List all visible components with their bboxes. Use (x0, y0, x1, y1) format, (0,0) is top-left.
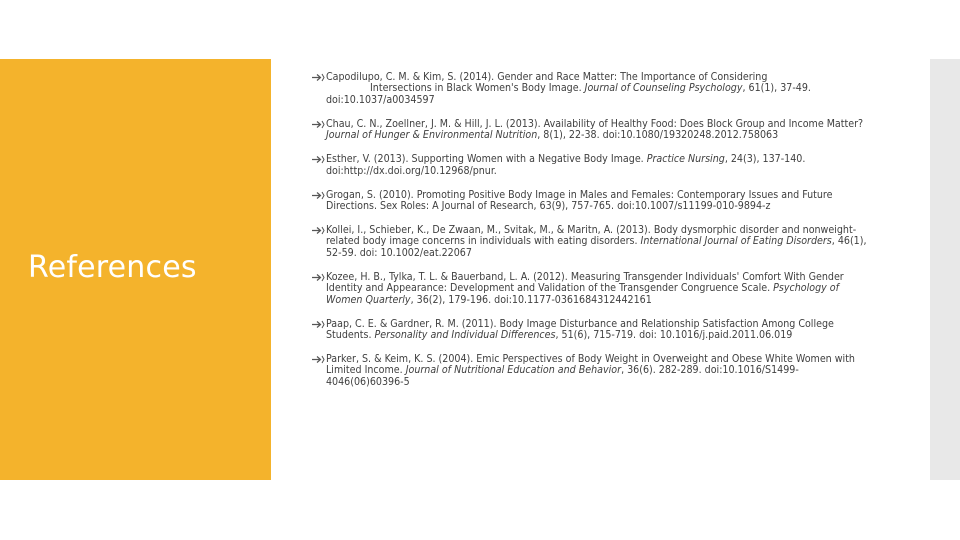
reference-text: Esther, V. (2013). Supporting Women with a Negative Body Image. (326, 153, 644, 166)
reference-text: Kozee, H. B., Tylka, T. L. & Bauerband, L. A. (2012). Measuring Transgender Individuals' Comfort With Gender Identity and Appearance: Development and Validation of the Transgender Congruence Scale. (326, 270, 844, 295)
reference-text: , 24(3), 137-140. doi:http://dx.doi.org/10.12968/pnur. (326, 153, 806, 177)
reference-text: , 36(2), 179-196. doi:10.1177-0361684312442161 (410, 293, 652, 306)
arrow-bullet-icon (311, 119, 325, 130)
reference-text: Grogan, S. (2010). Promoting Positive Body Image in Males and Females: Contemporary Issues and Future Directions. Sex Roles: A Journal of Research, 63(9), 757-765. doi:10.1007/s11199-010-9894-z (326, 188, 833, 213)
reference-journal: Psychology of Women Quarterly (326, 282, 839, 306)
reference-item (309, 119, 869, 142)
right-accent-bar (930, 59, 960, 480)
reference-text: Paap, C. E. & Gardner, R. M. (2011). Body Image Disturbance and Relationship Satisfaction Among College Students. (326, 317, 834, 342)
reference-journal: Journal of Hunger & Environmental Nutrition (326, 129, 538, 142)
reference-item (309, 190, 869, 213)
reference-text: Intersections in Black Women's Body Image. (370, 82, 582, 95)
reference-text: Kollei, I., Schieber, K., De Zwaan, M., Svitak, M., & Maritn, A. (2013). Body dysmorphic disorder and nonweight-related body image concerns in individuals with eating disorders. (326, 224, 857, 248)
reference-journal: Journal of Counseling Psychology (584, 82, 743, 95)
reference-text: Capodilupo, C. M. & Kim, S. (2014). Gender and Race Matter: The Importance of Considering (326, 71, 768, 83)
slide-title: References (28, 250, 197, 285)
reference-item (309, 225, 869, 259)
reference-list (309, 72, 869, 401)
reference-item (309, 272, 869, 306)
reference-journal: Practice Nursing (646, 153, 725, 166)
arrow-bullet-icon (311, 72, 325, 83)
arrow-bullet-icon (311, 154, 325, 165)
arrow-bullet-icon (311, 354, 325, 365)
arrow-bullet-icon (311, 190, 325, 201)
reference-text: , 61(1), 37-49. doi:10.1037/a0034597 (326, 82, 811, 106)
arrow-bullet-icon (311, 319, 325, 330)
reference-text: , 36(6). 282-289. doi:10.1016/S1499-4046(06)60396-5 (326, 364, 799, 388)
arrow-bullet-icon (311, 272, 325, 283)
reference-text: Parker, S. & Keim, K. S. (2004). Emic Perspectives of Body Weight in Overweight and Obese White Women with Limited Income. (326, 353, 855, 377)
reference-item (309, 154, 869, 177)
reference-journal: Journal of Nutritional Education and Behavior (405, 364, 622, 377)
reference-item (309, 319, 869, 342)
reference-text: , 51(6), 715-719. doi: 10.1016/j.paid.2011.06.019 (555, 329, 793, 342)
reference-text: , 46(1), 52-59. doi: 10.1002/eat.22067 (326, 235, 867, 259)
arrow-bullet-icon (311, 225, 325, 236)
reference-text: , 8(1), 22-38. doi:10.1080/19320248.2012.758063 (537, 129, 779, 142)
reference-item (309, 354, 869, 388)
reference-text: Chau, C. N., Zoellner, J. M. & Hill, J. L. (2013). Availability of Healthy Food: Does Block Group and Income Matter? (326, 117, 864, 130)
reference-item (309, 72, 869, 106)
reference-journal: Personality and Individual Differences (374, 329, 556, 342)
reference-journal: International Journal of Eating Disorders (640, 235, 832, 248)
